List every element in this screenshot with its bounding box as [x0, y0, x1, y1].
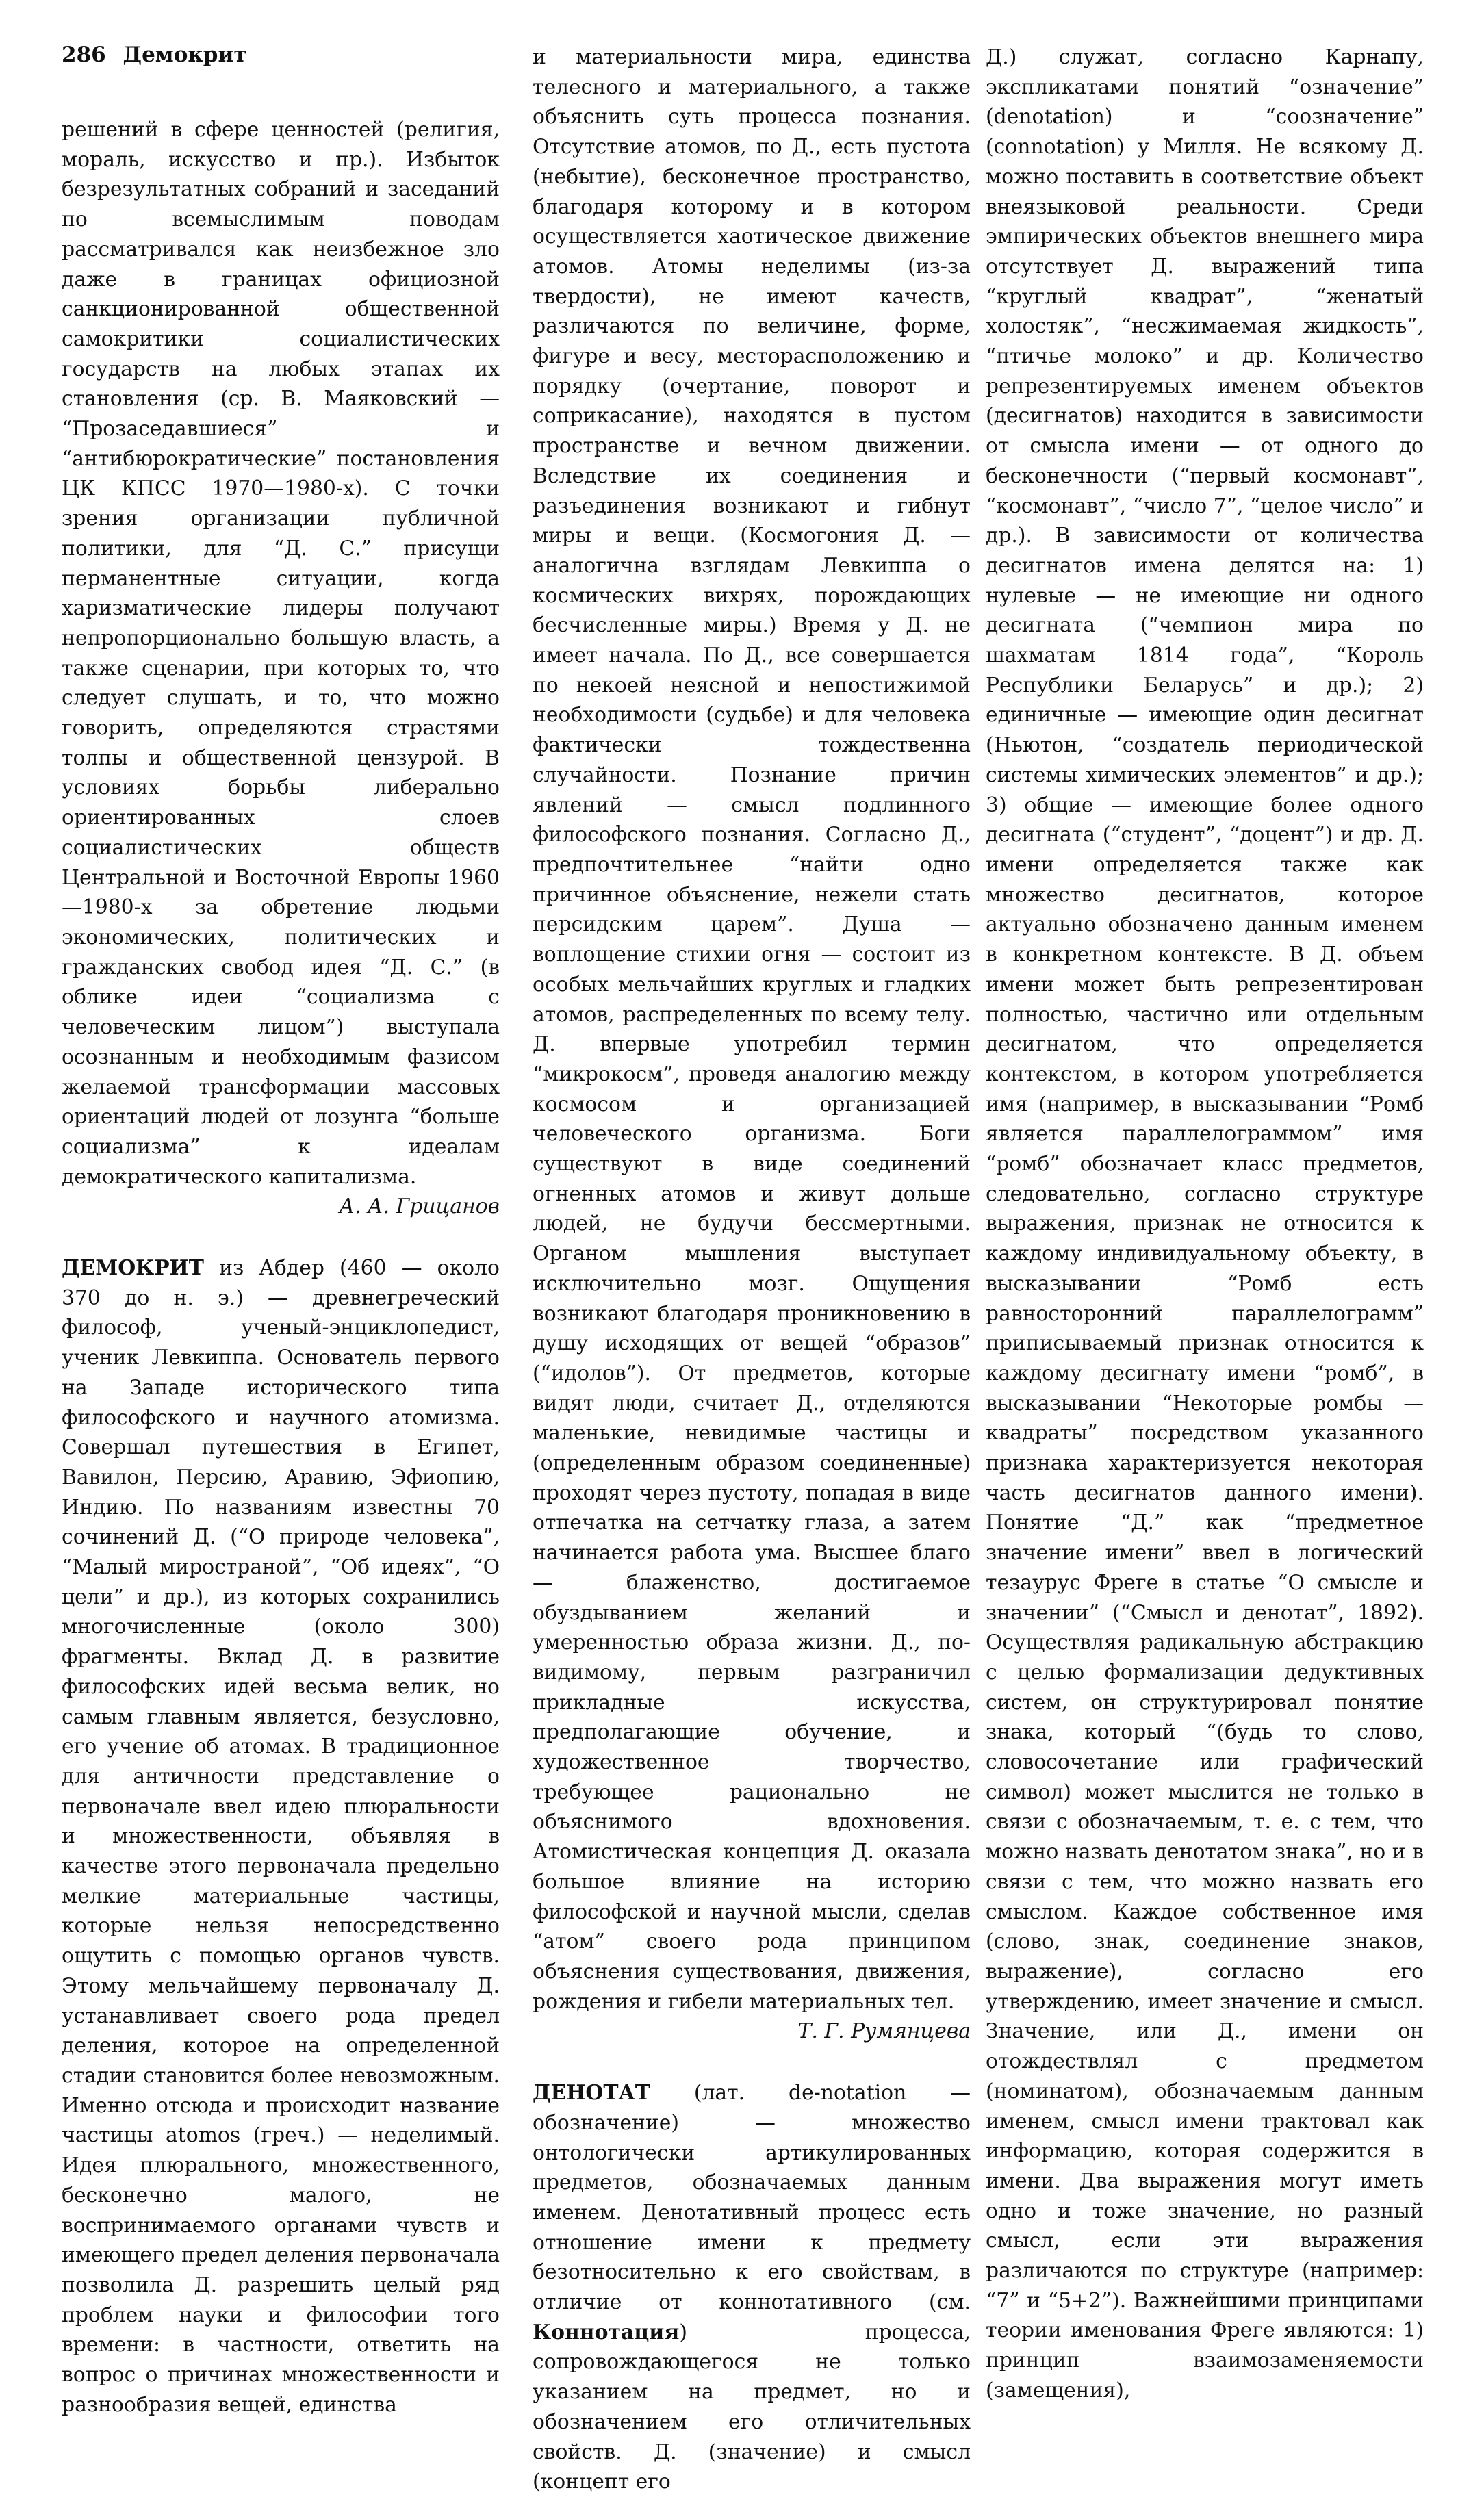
headword-denotat: ДЕНОТАТ	[533, 2081, 650, 2105]
column-1	[62, 115, 500, 2420]
entry-denotat-continuation: Д.) служат, согласно Карнапу, экспликатами понятий “означение” (denotation) и “соозначение” (connotation) у Милля. Не всякому Д. можно поставить в соответствие объект внеязыковой реальности. Среди эмпирических объектов внешнего мира отсутствует Д. выражений типа “круглый квадрат”, “женатый холостяк”, “несжимаемая жидкость”, “птичье молоко” и др. Количество репрезентируемых именем объектов (десигнатов) находится в зависимости от смысла имени — от одного до бесконечности (“первый космонавт”, “космонавт”, “число 7”, “целое число” и др.). В зависимости от количества десигнатов имена делятся на: 1) нулевые — не имеющие ни одного десигната (“чемпион мира по шахматам 1814 года”, “Король Республики Беларусь” и др.); 2) единичные — имеющие один десигнат (Ньютон, “создатель периодической системы химических элементов” и др.); 3) общие — имеющие более одного десигната (“студент”, “доцент”) и др. Д. имени определяется также как множество десигнатов, которое актуально обозначено данным именем в конкретном контексте. В Д. объем имени может быть репрезентирован полностью, частично или отдельным десигнатом, что определяется контекстом, в котором употребляется имя (например, в высказывании “Ромб является параллелограммом” имя “ромб” обозначает класс предметов, следовательно, согласно структуре выражения, признак не относится к каждому индивидуальному объекту, в высказывании “Ромб есть равносторонний параллелограмм” приписываемый признак относится к каждому десигнату имени “ромб”, в высказывании “Некоторые ромбы — квадраты” посредством указанного признака характеризуется некоторая часть десигнатов данного имени). Понятие “Д.” как “предметное значение имени” ввел в логический тезаурус Фреге в статье “О смысле и значении” (“Смысл и денотат”, 1892). Осуществляя радикальную абстракцию с целью формализации дедуктивных систем, он структурировал понятие знака, который “(будь то слово, словосочетание или графический символ) может мыслится не только в связи с обозначаемым, т. е. с тем, что можно назвать денотатом знака”, но и в связи с тем, что можно назвать его смыслом. Каждое собственное имя (слово, знак, соединение знаков, выражение), согласно его утверждению, имеет значение и смысл. Значение, или Д., имени он отождествлял с предметом (номинатом), обозначаемым данным именем, смысл имени трактовал как информацию, которая содержится в имени. Два выражения могут иметь одно и тоже значение, но разный смысл, если эти выражения различаются по структуре (например: “7” и “5+2”). Важнейшими принципами теории именования Фреге являются: 1) принцип взаимозаменяемости (замещения),	[986, 45, 1424, 2403]
author-signature: А. А. Грицанов	[339, 1194, 500, 1219]
entry-separator	[533, 2047, 971, 2078]
entry-continuation-paragraph: решений в сфере ценностей (религия, мораль, искусство и пр.). Избыток безрезультатных собраний и заседаний по всемыслимым поводам рассматривался как неизбежное зло даже в границах официозной санкционированной общественной самокритики социалистических государств на любых этапах их становления (ср. В. Маяковский — “Прозаседавшиеся” и “антибюрократические” постановления ЦК КПСС 1970—1980-х). С точки зрения организации публичной политики, для “Д. С.” присущи перманентные ситуации, когда харизматические лидеры получают непропорционально большую власть, а также сценарии, при которых то, что следует слушать, и то, что можно говорить, определяются страстями толпы и общественной цензурой. В условиях борьбы либерально ориентированных слоев социалистических обществ Центральной и Восточной Европы 1960—1980-х за обретение людьми экономических, политических и гражданских свобод идея “Д. С.” (в облике идеи “социализма с человеческим лицом”) выступала осознанным и необходимым фазисом желаемой трансформации массовых ориентаций людей от лозунга “больше социализма” к идеалам демократического капитализма.	[62, 118, 500, 1189]
entry-denotat-text: (лат. de-notation — обозначение) — множество онтологически артикулированных предметов, обозначаемых данным именем. Денотативный процесс есть отношение имени к предмету безотносительно к его свойствам, в отличие от коннотативного (см.	[533, 2081, 971, 2315]
entry-democrit-text: из Абдер (460 — около 370 до н. э.) — древнегреческий философ, ученый-энциклопедист, ученик Левкиппа. Основатель первого на Западе исторического типа философского и научного атомизма. Совершал путешествия в Египет, Вавилон, Персию, Аравию, Эфиопию, Индию. По названиям известны 70 сочинений Д. (“О природе человека”, “Малый миространой”, “Об идеях”, “О цели” и др.), из которых сохранились многочисленные (около 300) фрагменты. Вклад Д. в развитие философских идей весьма велик, но самым главным является, безусловно, его учение об атомах. В традиционное для античности представление о первоначале ввел идею плюральности и множественности, объявляя в качестве этого первоначала предельно мелкие материальные частицы, которые нельзя непосредственно ощутить с помощью органов чувств. Этому мельчайшему первоначалу Д. устанавливает своего рода предел деления, которое на определенной стадии становится более невозможным. Именно отсюда и происходит название частицы atomos (греч.) — неделимый. Идея плюрального, множественного, бесконечно малого, не воспринимаемого органами чувств и имеющего предел деления первоначала позволила Д. разрешить целый ряд проблем науки и философии того времени: в частности, ответить на вопрос о причинах множественности и разнообразия вещей, единства	[62, 1256, 500, 2417]
column-3	[986, 42, 1424, 2406]
cross-reference-link[interactable]: Коннотация	[533, 2320, 680, 2344]
page-number: 286	[62, 42, 106, 67]
entry-denotat-text-cont: ) процесса, сопровождающегося не только указанием на предмет, но и обозначением его отличительных свойств. Д. (значение) и смысл (концепт его	[533, 2320, 971, 2494]
running-title: Демокрит	[123, 42, 247, 67]
headword-democrit: ДЕМОКРИТ	[62, 1256, 204, 1281]
entry-denotat	[533, 2078, 971, 2497]
entry-democrit	[62, 1253, 500, 2420]
entry-separator	[62, 1222, 500, 1253]
entry-democrit-continuation: и материальности мира, единства телесного и материального, а также объяснить суть процесса познания. Отсутствие атомов, по Д., есть пустота (небытие), бесконечное пространство, благодаря которому и в котором осуществляется хаотическое движение атомов. Атомы неделимы (из-за твердости), не имеют качеств, различаются по величине, форме, фигуре и весу, месторасположению и порядку (очертание, поворот и соприкасание), находятся в пустом пространстве и вечном движении. Вследствие их соединения и разъединения возникают и гибнут миры и вещи. (Космогония Д. — аналогична взглядам Левкиппа о космических вихрях, порождающих бесчисленные миры.) Время у Д. не имеет начала. По Д., все совершается по некоей неясной и непостижимой необходимости (судьбе) и для человека фактически тождественна случайности. Познание причин явлений — смысл подлинного философского познания. Согласно Д., предпочтительнее “найти одно причинное объяснение, нежели стать персидским царем”. Душа — воплощение стихии огня — состоит из особых мельчайших круглых и гладких атомов, распределенных по всему телу. Д. впервые употребил термин “микрокосм”, проведя аналогию между космосом и организацией человеческого организма. Боги существуют в виде соединений огненных атомов и живут дольше людей, не будучи бессмертными. Органом мышления выступает исключительно мозг. Ощущения возникают благодаря проникновению в душу исходящих от вещей “образов” (“идолов”). От предметов, которые видят люди, считает Д., отделяются маленькие, невидимые частицы и (определенным образом соединенные) проходят через пустоту, попадая в виде отпечатка на сетчатку глаза, а затем начинается работа ума. Высшее благо — блаженство, достигаемое обуздыванием желаний и умеренностью образа жизни. Д., по-видимому, первым разграничил прикладные искусства, предполагающие обучение, и художественное творчество, требующее рационально не объяснимого вдохновения. Атомистическая концепция Д. оказала большое влияние на историю философской и научной мысли, сделав “атом” своего рода принципом объяснения существования, движения, рождения и гибели материальных тел.	[533, 45, 971, 2014]
column-2	[533, 42, 971, 2497]
running-header	[62, 42, 247, 67]
author-signature: Т. Г. Румянцева	[797, 2019, 971, 2044]
